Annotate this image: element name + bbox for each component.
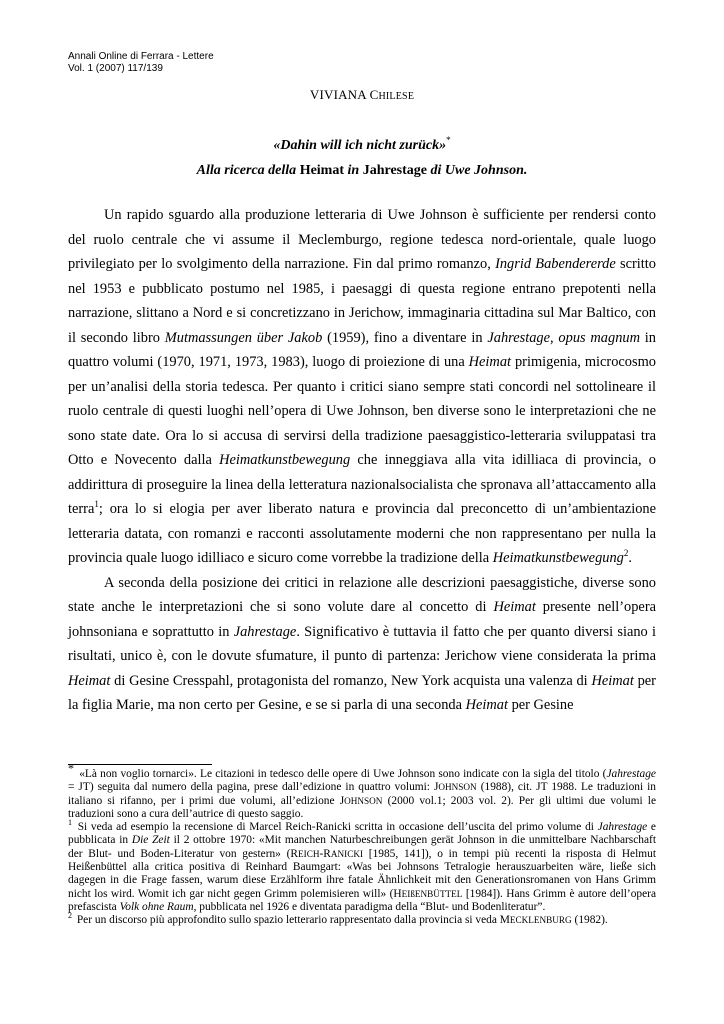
footnote-2: $^2$ Per un discorso più approfondito sullo spazio letterario rappresentato dalla provincia si veda MECKLENBURG (1982). <box>68 911 608 927</box>
footnote-1: $^1$ Si veda ad esempio la recensione di Marcel Reich-Ranicki scritta in occasione dell’uscita del primo volume di Jahrestage e pubblicata in Die Zeit il 2 ottobre 1970: «Mit manchen Naturbeschreibungen gerät Johnson in die unmittelbare Nachbarschaft der Blut- und Boden-Literatur von gestern» (REICH-RANICKI [1985, 141]), o in tempi più recenti la risposta di Helmut Heißenbüttel alla critica positiva di Reinhard Baumgart: «Was bei Johnsons Tetralogie herauszuarbeiten wäre, ließe sich dagegen in die Frage fassen, warum diese Erzählform ihre fatale Ähnlichkeit mit den Generationsromanen von Hans Grimm nicht los wird. Womit ich gar nicht gegen Grimm polemisieren will» (HEIßENBÜTTEL [1984]). Hans Grimm è autore dell’opera prefascista Volk ohne Raum, pubblicata nel 1926 e diventata paradigma della “Blut- und Bodenliteratur”. <box>68 818 657 913</box>
journal-volume: Vol. 1 (2007) 117/139 <box>68 63 163 74</box>
footnotes <box>68 761 657 928</box>
article-title: «Dahin will ich nicht zurück»* <box>273 135 451 153</box>
journal-header <box>68 51 214 75</box>
author-name: VIVIANA CHILESE <box>309 87 415 102</box>
footnote-ref-2[interactable]: 2 <box>623 548 629 558</box>
title-footnote-mark: * <box>446 135 451 145</box>
footnote-ref-1[interactable]: 1 <box>94 499 99 509</box>
footnote-star: * «Là non voglio tornarci». Le citazioni in tedesco delle opere di Uwe Johnson sono indicate con la sigla del titolo (Jahrestage = JT) seguita dal numero della pagina, prese dall’edizione in quattro volumi: JOHNSON (1988), cit. JT 1988. Le traduzioni in italiano si rifanno, per i primi due volumi, all’edizione JOHNSON (2000 vol.1; 2003 vol. 2). Per gli ultimi due volumi le traduzioni sono a cura dell’autrice di questo saggio. <box>68 761 657 820</box>
article-subtitle: Alla ricerca della Heimat in Jahrestage di Uwe Johnson. <box>196 163 528 178</box>
footnote-separator <box>68 764 212 765</box>
paragraph-1: Un rapido sguardo alla produzione letteraria di Uwe Johnson è sufficiente per rendersi conto del ruolo centrale che vi assume il Meclemburgo, regione tedesca nord-orientale, quale luogo privilegiato per lo svolgimento della narrazione. Fin dal primo romanzo, Ingrid Babendererde scritto nel 1953 e pubblicato postumo nel 1985, i paesaggi di questa regione entrano prepotenti nella narrazione, slittano a Nord e si concretizzano in Jerichow, immaginaria cittadina sul Mar Baltico, con il secondo libro Mutmassungen über Jakob (1959), fino a diventare in Jahrestage, opus magnum in quattro volumi (1970, 1971, 1973, 1983), luogo di proiezione di una Heimat primigenia, microcosmo per un’analisi della storia tedesca. Per quanto i critici siano sempre stati concordi nel sottolineare il ruolo centrale di questi luoghi nell’opera di Uwe Johnson, ben diverse sono le interpretazioni che ne sono state date. Ora lo si accusa di servirsi della tradizione paesaggistico-letteraria sviluppatasi tra Otto e Novecento dalla Heimatkunstbewegung che inneggiava alla vita idilliaca di provincia, o addirittura di proseguire la linea della letteratura nazionalsocialista che spronava all’attaccamento alla terra$^1$; ora lo si elogia per aver liberato natura e provincia dal preconcetto di un’ambientazione letteraria datata, con romanzi e racconti assolutamente moderni che non rappresentano per nulla la provincia quale luogo idilliaco e sicuro come vorrebbe la tradizione della Heimatkunstbewegung$^2$. <box>68 207 656 566</box>
journal-name: Annali Online di Ferrara - Lettere <box>68 51 214 62</box>
main-text <box>68 203 656 718</box>
paragraph-2: A seconda della posizione dei critici in relazione alle descrizioni paesaggistiche, diverse sono state anche le interpretazioni che si sono volute dare al concetto di Heimat presente nell’opera johnsoniana e soprattutto in Jahrestage. Significativo è tuttavia il fatto che per quanto diversi siano i risultati, unico è, con le dovute sfumature, il punto di partenza: Jerichow viene considerata la prima Heimat di Gesine Cresspahl, protagonista del romanzo, New York acquista una valenza di Heimat per la figlia Marie, ma non certo per Gesine, e se si parla di una seconda Heimat per Gesine <box>68 574 657 713</box>
